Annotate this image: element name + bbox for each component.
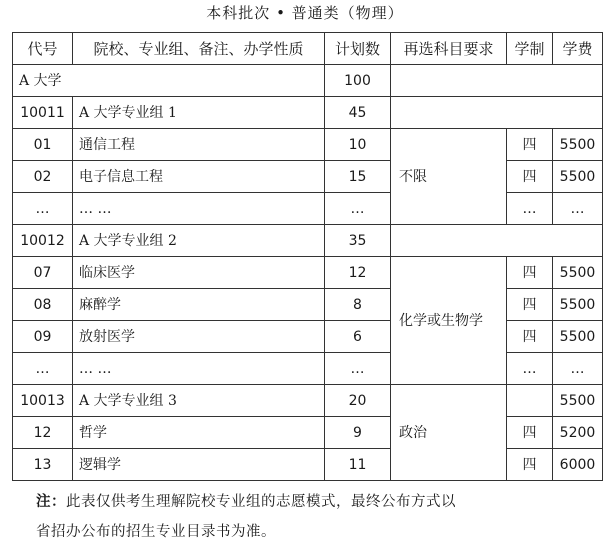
major-count: 11	[325, 449, 391, 481]
major-name: 麻醉学	[73, 289, 325, 321]
major-fee: 5500	[553, 257, 603, 289]
group-name: A 大学专业组 1	[73, 97, 325, 129]
footnote-line-1	[36, 487, 596, 517]
ellipsis-code: …	[13, 193, 73, 225]
group-name: A 大学专业组 3	[73, 385, 325, 417]
major-row	[13, 257, 603, 289]
subject-requirement-group-2: 化学或生物学	[391, 257, 507, 385]
major-name: 电子信息工程	[73, 161, 325, 193]
header-years: 学制	[507, 33, 553, 65]
empty-cell	[391, 225, 603, 257]
group-row-2	[13, 225, 603, 257]
major-code: 07	[13, 257, 73, 289]
major-fee: 5500	[553, 289, 603, 321]
major-count: 15	[325, 161, 391, 193]
major-row	[13, 289, 603, 321]
group-row-3	[13, 385, 603, 417]
major-fee: 5500	[553, 129, 603, 161]
major-years: 四	[507, 289, 553, 321]
major-years: 四	[507, 321, 553, 353]
university-row	[13, 65, 603, 97]
group-count: 45	[325, 97, 391, 129]
major-name: 放射医学	[73, 321, 325, 353]
major-years: 四	[507, 257, 553, 289]
major-count: 8	[325, 289, 391, 321]
ellipsis-name: … …	[73, 193, 325, 225]
ellipsis-name: … …	[73, 353, 325, 385]
major-fee: 5500	[553, 321, 603, 353]
major-code: 08	[13, 289, 73, 321]
subject-requirement-group-1: 不限	[391, 129, 507, 225]
ellipsis-count: …	[325, 193, 391, 225]
ellipsis-count: …	[325, 353, 391, 385]
major-name: 临床医学	[73, 257, 325, 289]
major-code: 01	[13, 129, 73, 161]
group-fee: 5500	[553, 385, 603, 417]
major-row	[13, 161, 603, 193]
empty-cell	[391, 97, 603, 129]
footnote-text-2: 省招办公布的招生专业目录书为准。	[36, 524, 276, 540]
major-count: 10	[325, 129, 391, 161]
major-years: 四	[507, 449, 553, 481]
ellipsis-row	[13, 353, 603, 385]
empty-cell	[507, 385, 553, 417]
ellipsis-years: …	[507, 353, 553, 385]
group-code: 10013	[13, 385, 73, 417]
group-code: 10012	[13, 225, 73, 257]
major-count: 9	[325, 417, 391, 449]
table-header-row	[13, 33, 603, 65]
group-code: 10011	[13, 97, 73, 129]
empty-cell	[391, 65, 603, 97]
major-name: 逻辑学	[73, 449, 325, 481]
major-row	[13, 129, 603, 161]
major-code: 12	[13, 417, 73, 449]
major-years: 四	[507, 129, 553, 161]
group-row-1	[13, 97, 603, 129]
major-years: 四	[507, 161, 553, 193]
major-name: 通信工程	[73, 129, 325, 161]
major-code: 02	[13, 161, 73, 193]
page-title: 本科批次 • 普通类（物理）	[206, 4, 404, 22]
ellipsis-years: …	[507, 193, 553, 225]
university-count: 100	[325, 65, 391, 97]
major-code: 13	[13, 449, 73, 481]
subject-requirement-group-3: 政治	[391, 385, 507, 481]
major-row	[13, 417, 603, 449]
university-name: A 大学	[13, 65, 325, 97]
ellipsis-fee: …	[553, 193, 603, 225]
group-name: A 大学专业组 2	[73, 225, 325, 257]
header-name: 院校、专业组、备注、办学性质	[73, 33, 325, 65]
footnote	[36, 487, 596, 547]
major-years: 四	[507, 417, 553, 449]
header-requirement: 再选科目要求	[391, 33, 507, 65]
major-code: 09	[13, 321, 73, 353]
ellipsis-fee: …	[553, 353, 603, 385]
major-fee: 5200	[553, 417, 603, 449]
major-fee: 6000	[553, 449, 603, 481]
major-name: 哲学	[73, 417, 325, 449]
group-count: 20	[325, 385, 391, 417]
group-count: 35	[325, 225, 391, 257]
major-count: 12	[325, 257, 391, 289]
footnote-text-1: 此表仅供考生理解院校专业组的志愿模式，最终公布方式以	[66, 494, 456, 510]
admission-plan-table	[12, 32, 603, 481]
ellipsis-row	[13, 193, 603, 225]
major-row	[13, 321, 603, 353]
major-count: 6	[325, 321, 391, 353]
major-row	[13, 449, 603, 481]
footnote-lead: 注：	[36, 494, 66, 510]
header-count: 计划数	[325, 33, 391, 65]
major-fee: 5500	[553, 161, 603, 193]
header-code: 代号	[13, 33, 73, 65]
header-fee: 学费	[553, 33, 603, 65]
ellipsis-code: …	[13, 353, 73, 385]
